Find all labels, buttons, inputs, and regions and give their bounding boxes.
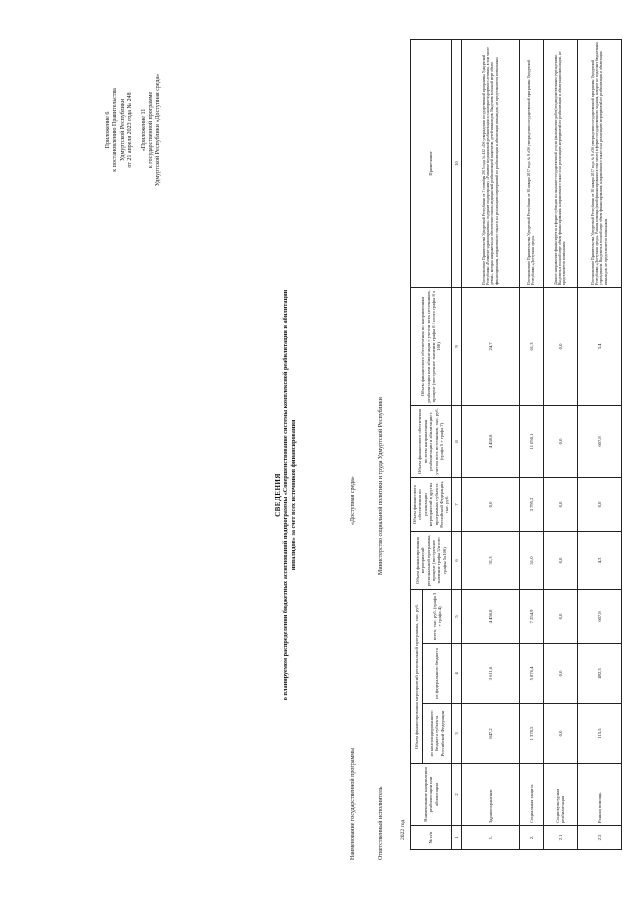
col-federal-header: из федерального бюджета bbox=[423, 644, 451, 704]
cell-consolidated: 847,2 bbox=[461, 704, 519, 764]
row-name: Социокультурная реабилитация bbox=[543, 764, 577, 826]
cell-consolidated: 0,0 bbox=[543, 704, 577, 764]
cell-other: 3 795,2 bbox=[519, 477, 543, 531]
table-row bbox=[577, 39, 621, 849]
col-total-header: всего, тыс. руб. (графа 3 + графа 4) bbox=[423, 589, 451, 643]
cell-total: 607,8 bbox=[577, 589, 621, 643]
col-all-share-header: Объем финансового обеспечения по направлениям реабилитации или абилитации с учетом всех источников, процент (построчное значение графы 8 / итого графы 8 х 100) bbox=[411, 287, 452, 405]
appendix-ref: «Приложение 11 bbox=[140, 108, 147, 152]
cell-other: 0,0 bbox=[577, 477, 621, 531]
cell-total: 7 254,9 bbox=[519, 589, 543, 643]
program-value: «Доступная среда» bbox=[350, 476, 356, 525]
cell-note: Постановление Правительства Удмуртской Республики от 30 января 2017 года № 9 «Об утверждении государственной программы Удмуртской Республики «Доступная среда» bbox=[519, 39, 543, 287]
table-row bbox=[543, 39, 577, 849]
cell-consolidated: 1 378,5 bbox=[519, 704, 543, 764]
row-num: 1. bbox=[461, 826, 519, 850]
cell-note: Постановление Правительства Удмуртской Республики от 30 января 2017 года № 9 «Об утверждении государственной программы Удмуртской Республики «Доступная среда». Ранняя помощь (иной финансирования в том числе) в форме государственного задания, которое не подлежит бюджетным учреждением. Выделить в полной мере объем финансирования, направленного также и на реализацию мероприятий по реабилитации и абилитации инвалидов, не представляется возможным bbox=[577, 39, 621, 287]
cell-federal: 0,0 bbox=[543, 644, 577, 704]
row-name: Социальная защита bbox=[519, 764, 543, 826]
row-num: 2. bbox=[519, 826, 543, 850]
cell-other: 0,0 bbox=[461, 477, 519, 531]
document-title bbox=[274, 195, 298, 795]
cell-share: 51,0 bbox=[519, 531, 543, 589]
table-row bbox=[461, 39, 519, 849]
column-number: 2 bbox=[451, 764, 461, 826]
table-row bbox=[519, 39, 543, 849]
republic-line: Удмуртской Республики bbox=[119, 99, 126, 161]
cell-note: Данное направление финансируется в форме субсидии на оказание государственной услуги (выполнение работ) подведомственным учреждениям. Выделить в полной мере объем финансирования, направленного также и на реализацию мероприятий по реабилитации и абилитации инвалидов, не представляется возможным bbox=[543, 39, 577, 287]
cell-total: 0,0 bbox=[543, 589, 577, 643]
decree-line: к постановлению Правительства bbox=[112, 88, 119, 172]
column-number: 3 bbox=[451, 704, 461, 764]
column-number: 7 bbox=[451, 477, 461, 531]
title-line-2: о планируемом распределении бюджетных ассигнований подпрограммы «Совершенствование системы комплексной реабилитации и абилитации bbox=[282, 289, 289, 701]
column-number-row bbox=[451, 39, 461, 849]
column-number: 10 bbox=[451, 39, 461, 287]
cell-share: 31,3 bbox=[461, 531, 519, 589]
cell-all-share: 24,7 bbox=[461, 287, 519, 405]
col-num-header: № п/п bbox=[411, 826, 452, 850]
cell-all-sources: 607,8 bbox=[577, 405, 621, 477]
cell-note: Постановление Правительства Удмуртской Республики от 7 сентября 2015 года № 432 «Об утверждении государственной программы Удмуртской Республики «Развитие здравоохранения» содержит подпрограмму «Развитие медицинской реабилитации и санаторно-курортного лечения, в том числе детям», которая направлена на обеспечение охвата медицинской реабилитацией пациентов, детей-инвалидов. Выделить в полной мере объем финансирования, направленного также и на реализацию мероприятий по реабилитации и абилитации инвалидов, не представляется возможным bbox=[461, 39, 519, 287]
table-header-row bbox=[411, 39, 423, 849]
col-name-header: Наименование направления реабилитации или абилитации bbox=[411, 764, 452, 826]
cell-consolidated: 115,5 bbox=[577, 704, 621, 764]
report-year: 2022 год bbox=[400, 819, 406, 840]
appendix-number: Приложение 6 bbox=[105, 111, 111, 149]
row-num: 2.2 bbox=[577, 826, 621, 850]
cell-share: 0,0 bbox=[543, 531, 577, 589]
cell-federal: 5 876,4 bbox=[519, 644, 543, 704]
decree-date: от 21 апреля 2023 года № 248 bbox=[127, 92, 134, 168]
cell-other: 0,0 bbox=[543, 477, 577, 531]
program-line: к государственной программе bbox=[148, 91, 155, 169]
column-number: 4 bbox=[451, 644, 461, 704]
col-other-header: Объем финансового обеспечения по реализации мероприятий в других программах субъекта Российской Федерации, тыс. руб. bbox=[411, 477, 452, 531]
title-heading: СВЕДЕНИЯ bbox=[274, 473, 282, 517]
cell-all-sources: 0,0 bbox=[543, 405, 577, 477]
cell-share: 4,3 bbox=[577, 531, 621, 589]
column-number: 6 bbox=[451, 531, 461, 589]
funding-table bbox=[410, 39, 622, 850]
column-number: 9 bbox=[451, 287, 461, 405]
executor-label: Ответственный исполнитель bbox=[378, 786, 384, 860]
program-name-line: Удмуртской Республики «Доступная среда» bbox=[155, 73, 162, 187]
program-label: Наименование государственной программы bbox=[350, 747, 356, 860]
executor-value: Министерство социальной политики и труда Удмуртской Республики bbox=[378, 397, 384, 575]
col-consolidated-header: из консолидированного бюджета субъекта Российской Федерации bbox=[423, 704, 451, 764]
col-share-header: Объем финансирования мероприятий региональной программы, процент (построчное значение графы 5/итого графы 5х100) bbox=[411, 531, 452, 589]
row-num: 2.1 bbox=[543, 826, 577, 850]
row-name: Здравоохранение bbox=[461, 764, 519, 826]
col-all-sources-header: Объем финансового обеспечения по всем направлениям реабилитации и абилитации с учетом всех источников, тыс. руб. (графа 5 + графа 7) bbox=[411, 405, 452, 477]
row-name: Ранняя помощь bbox=[577, 764, 621, 826]
cell-federal: 3 611,6 bbox=[461, 644, 519, 704]
cell-all-share: 0,0 bbox=[543, 287, 577, 405]
appendix-header bbox=[105, 35, 163, 225]
cell-federal: 492,3 bbox=[577, 644, 621, 704]
col-funding-group-header: Объем финансирования мероприятий региональной программы, тыс. руб. bbox=[411, 589, 423, 763]
cell-all-share: 3,4 bbox=[577, 287, 621, 405]
cell-total: 4 458,8 bbox=[461, 589, 519, 643]
cell-all-sources: 4 458,8 bbox=[461, 405, 519, 477]
column-number: 1 bbox=[451, 826, 461, 850]
col-note-header: Примечание bbox=[411, 39, 452, 287]
cell-all-share: 61,3 bbox=[519, 287, 543, 405]
column-number: 8 bbox=[451, 405, 461, 477]
column-number: 5 bbox=[451, 589, 461, 643]
title-line-3: инвалидов» за счет всех источников финансирования bbox=[290, 419, 297, 571]
cell-all-sources: 11 050,1 bbox=[519, 405, 543, 477]
